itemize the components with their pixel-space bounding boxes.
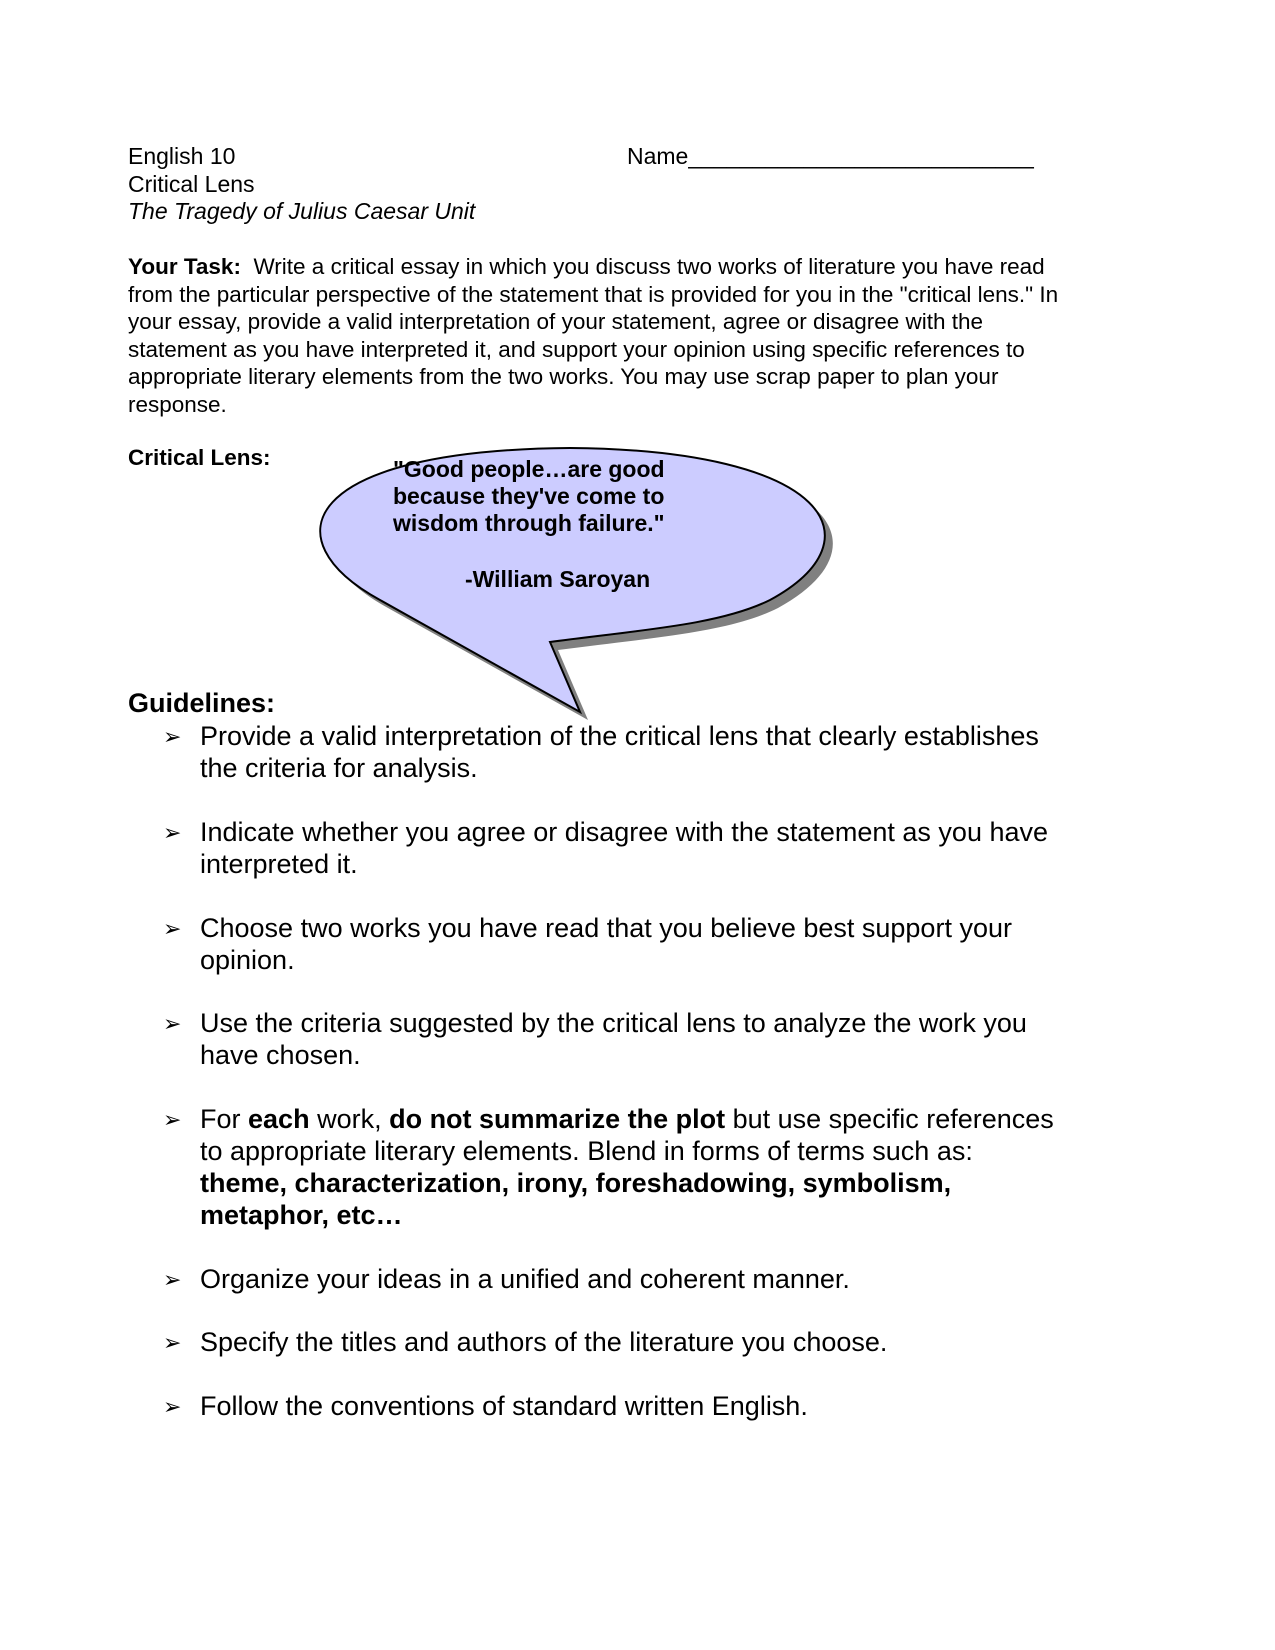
guideline-item: Follow the conventions of standard written English. — [200, 1391, 808, 1421]
guideline-item: Indicate whether you agree or disagree with the statement as you have interpreted it. — [200, 817, 1049, 879]
lens-quote — [393, 456, 665, 537]
task-label: Your Task: — [128, 254, 241, 279]
task-text: Write a critical essay in which you discuss two works of literature you have read from the particular perspective of the statement that is provided for you in the "critical lens." In your essay, provide a valid interpretation of your statement, agree or disagree with the statement as you have interpreted it, and support your opinion using specific references to appropriate literary elements from the two works. You may use scrap paper to plan your response. — [128, 254, 1059, 417]
arrow-bullet-icon: ➢ — [163, 820, 182, 845]
name-field[interactable] — [627, 142, 1034, 170]
guideline-item: Specify the titles and authors of the literature you choose. — [200, 1327, 888, 1357]
guideline-item: Organize your ideas in a unified and coherent manner. — [200, 1264, 850, 1294]
guideline-item: For each work, do not summarize the plot but use specific references to appropriate literary elements. Blend in forms of terms such as: theme, characterization, irony, foreshadowing, symbolism, metaphor, etc… — [200, 1104, 1054, 1230]
quote-author: -William Saroyan — [465, 566, 651, 592]
course-title: English 10 — [128, 143, 236, 169]
document-subtitle: Critical Lens — [128, 171, 255, 197]
unit-title: The Tragedy of Julius Caesar Unit — [128, 198, 476, 224]
quote-line: "Good people…are good — [393, 456, 665, 482]
arrow-bullet-icon: ➢ — [163, 1011, 182, 1036]
task-paragraph — [128, 253, 1088, 418]
arrow-bullet-icon: ➢ — [163, 1267, 182, 1292]
guideline-item: Use the criteria suggested by the critical lens to analyze the work you have chosen. — [200, 1008, 1027, 1070]
quote-line: because they've come to — [393, 483, 665, 509]
arrow-bullet-icon: ➢ — [163, 1394, 182, 1419]
guideline-item: Choose two works you have read that you believe best support your opinion. — [200, 913, 1012, 975]
arrow-bullet-icon: ➢ — [163, 1330, 182, 1355]
arrow-bullet-icon: ➢ — [163, 1107, 182, 1132]
name-blank: ___________________________ — [688, 143, 1034, 169]
name-label: Name — [627, 143, 689, 169]
quote-line: wisdom through failure." — [393, 510, 665, 536]
critical-lens-label: Critical Lens: — [128, 445, 271, 470]
arrow-bullet-icon: ➢ — [163, 916, 182, 941]
arrow-bullet-icon: ➢ — [163, 724, 182, 749]
guidelines-title: Guidelines: — [128, 688, 276, 718]
guideline-item: Provide a valid interpretation of the critical lens that clearly establishes the criteria for analysis. — [200, 721, 1039, 783]
